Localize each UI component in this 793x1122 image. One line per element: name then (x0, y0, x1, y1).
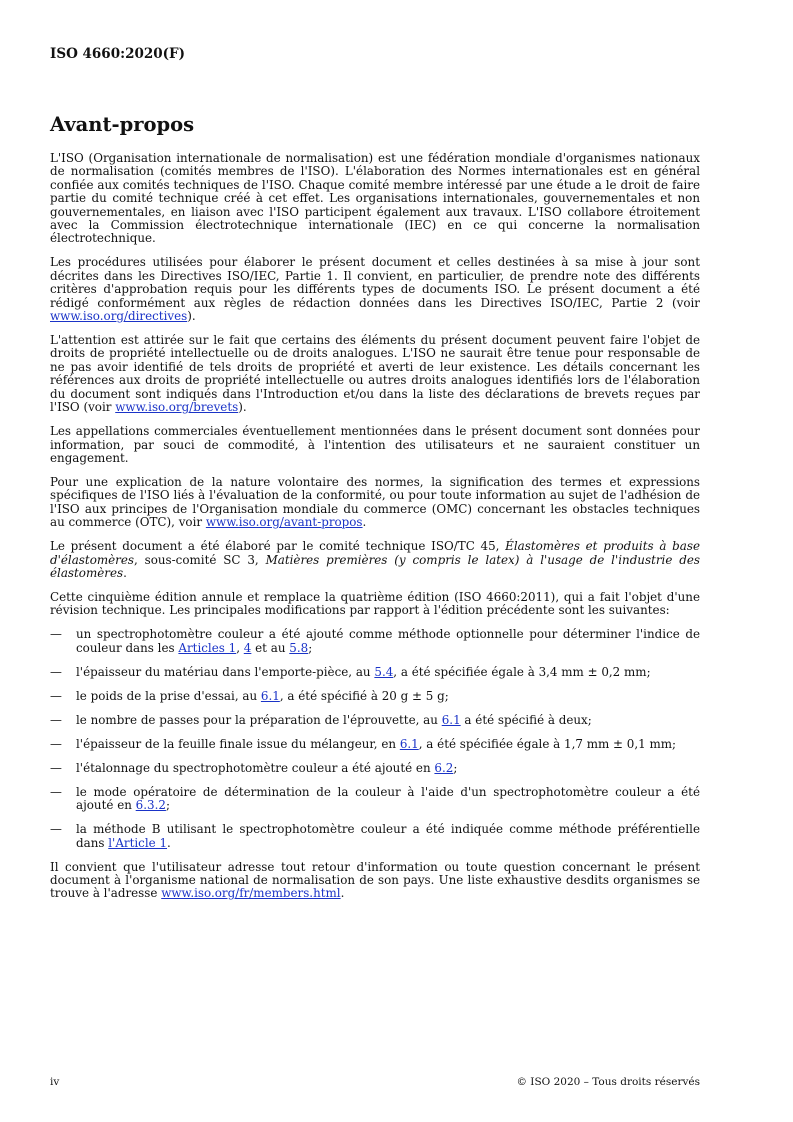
text: , (236, 640, 244, 655)
paragraph-voluntary-nature (50, 476, 700, 530)
text: l'épaisseur du matériau dans l'emporte-pièce, au (76, 664, 375, 679)
text: L'attention est attirée sur le fait que certains des éléments du présent document peuvent faire l'objet de droits de propriété intellectuelle ou de droits analogues. L'ISO ne saurait être tenue pour responsable de ne pas avoir identifié de tels droits de propriété et averti de leur existence. Les détails concernant les références aux droits de propriété intellectuelle ou autres droits analogues identifiés lors de l'élaboration du document sont indiqués dans l'Introduction et/ou dans la liste des déclarations de brevets reçues par l'ISO (voir (50, 333, 700, 415)
dash-bullet: — (50, 664, 62, 679)
text: , a été spécifiée égale à 1,7 mm ± 0,1 mm; (418, 736, 677, 751)
text: , a été spécifiée égale à 3,4 mm ± 0,2 mm; (393, 664, 651, 679)
paragraph-edition: Cette cinquième édition annule et remplace la quatrième édition (ISO 4660:2011), qui a fait l'objet d'une révision technique. Les principales modifications par rapport à l'édition précédente sont les suivantes: (50, 589, 700, 618)
text: ; (165, 798, 170, 813)
text: le poids de la prise d'essai, au (76, 688, 261, 703)
paragraph-procedures (50, 256, 700, 323)
paragraph-trade-names: Les appellations commerciales éventuellement mentionnées dans le présent document sont données pour information, par souci de commodité, à l'intention des utilisateurs et ne sauraient constituer un engagement. (50, 424, 700, 465)
link-clause-5-4[interactable]: 5.4 (374, 664, 394, 679)
paragraph-committee (50, 540, 700, 580)
list-item (50, 628, 700, 655)
list-item (50, 738, 700, 751)
text: , a été spécifié à 20 g ± 5 g; (279, 688, 449, 703)
text: . (123, 565, 127, 580)
link-clause-4[interactable]: 4 (243, 640, 252, 655)
link-clause-6-1[interactable]: 6.1 (441, 712, 461, 727)
link-directives[interactable]: www.iso.org/directives (50, 309, 188, 324)
dash-bullet: — (50, 784, 62, 799)
link-article-1[interactable]: Articles 1 (178, 640, 237, 655)
page-number: iv (50, 1076, 60, 1088)
text: ). (187, 309, 196, 324)
text: l'épaisseur de la feuille finale issue du mélangeur, en (76, 736, 400, 751)
text: le nombre de passes pour la préparation de l'éprouvette, au (76, 712, 442, 727)
link-members[interactable]: www.iso.org/fr/members.html (161, 886, 341, 901)
list-item (50, 690, 700, 703)
dash-bullet: — (50, 760, 62, 775)
copyright-notice: © ISO 2020 – Tous droits réservés (516, 1076, 700, 1088)
list-item (50, 714, 700, 727)
text: Pour une explication de la nature volontaire des normes, la signification des termes et expressions spécifiques de l'ISO liés à l'évaluation de la conformité, ou pour toute information au sujet de l'adhésion de l'ISO aux principes de l'Organisation mondiale du commerce (OMC) concernant les obstacles techniques au commerce (OTC), voir (50, 474, 700, 530)
foreword-body (50, 152, 700, 911)
list-item (50, 786, 700, 813)
text: l'étalonnage du spectrophotomètre couleur a été ajouté en (76, 760, 435, 775)
text: Il convient que l'utilisateur adresse tout retour d'information ou toute question concernant le présent document à l'organisme national de normalisation de son pays. Une liste exhaustive desdits organismes se trouve à l'adresse (50, 859, 700, 901)
text: Le présent document a été élaboré par le comité technique ISO/TC 45, (50, 539, 506, 554)
document-id: ISO 4660:2020(F) (50, 46, 186, 62)
text: a été spécifié à deux; (460, 712, 592, 727)
link-clause-6-1[interactable]: 6.1 (260, 688, 280, 703)
link-avant-propos[interactable]: www.iso.org/avant-propos (205, 515, 363, 530)
text: un spectrophotomètre couleur a été ajouté comme méthode optionnelle pour déterminer l'indice de couleur dans les (76, 627, 700, 655)
list-item (50, 823, 700, 850)
list-item (50, 762, 700, 775)
dash-bullet: — (50, 822, 62, 837)
text: . (167, 835, 171, 850)
link-article-1[interactable]: l'Article 1 (108, 835, 168, 850)
text: et au (251, 640, 290, 655)
paragraph-feedback (50, 861, 700, 901)
subcommittee-title: Matières premières (y compris le latex) à l'usage de l'industrie des élastomères (50, 552, 700, 580)
link-brevets[interactable]: www.iso.org/brevets (115, 400, 239, 415)
text: . (362, 515, 367, 530)
paragraph-patents (50, 334, 700, 414)
link-clause-6-2[interactable]: 6.2 (434, 760, 454, 775)
dash-bullet: — (50, 688, 62, 703)
committee-title: Élastomères et produits à base d'élastomères (50, 539, 700, 567)
link-clause-5-8[interactable]: 5.8 (289, 640, 309, 655)
text: le mode opératoire de détermination de la couleur à l'aide d'un spectrophotomètre couleur a été ajouté en (76, 784, 700, 813)
dash-bullet: — (50, 627, 62, 642)
text: ). (238, 400, 247, 415)
link-clause-6-1[interactable]: 6.1 (399, 736, 419, 751)
text: ; (308, 640, 313, 655)
link-clause-6-3-2[interactable]: 6.3.2 (135, 798, 166, 813)
text: Les procédures utilisées pour élaborer le présent document et celles destinées à sa mise à jour sont décrites dans les Directives ISO/IEC, Partie 1. Il convient, en particulier, de prendre note des différents critères d'approbation requis pour les différents types de documents ISO. Le présent document a été rédigé conformément aux règles de rédaction données dans les Directives ISO/IEC, Partie 2 (voir (50, 255, 700, 310)
text: ; (453, 760, 458, 775)
dash-bullet: — (50, 712, 62, 727)
text: la méthode B utilisant le spectrophotomètre couleur a été indiquée comme méthode préférentielle dans (76, 822, 700, 850)
page-title: Avant-propos (50, 113, 195, 136)
text: . (340, 886, 345, 901)
paragraph-iso-intro: L'ISO (Organisation internationale de normalisation) est une fédération mondiale d'organismes nationaux de normalisation (comités membres de l'ISO). L'élaboration des Normes internationales est en général confiée aux comités techniques de l'ISO. Chaque comité membre intéressé par une étude a le droit de faire partie du comité technique créé à cet effet. Les organisations internationales, gouvernementales et non gouvernementales, en liaison avec l'ISO participent également aux travaux. L'ISO collabore étroitement avec la Commission électrotechnique internationale (IEC) en ce qui concerne la normalisation électrotechnique. (50, 151, 700, 246)
text: , sous-comité SC 3, (133, 552, 266, 567)
list-item (50, 666, 700, 679)
dash-bullet: — (50, 736, 62, 751)
